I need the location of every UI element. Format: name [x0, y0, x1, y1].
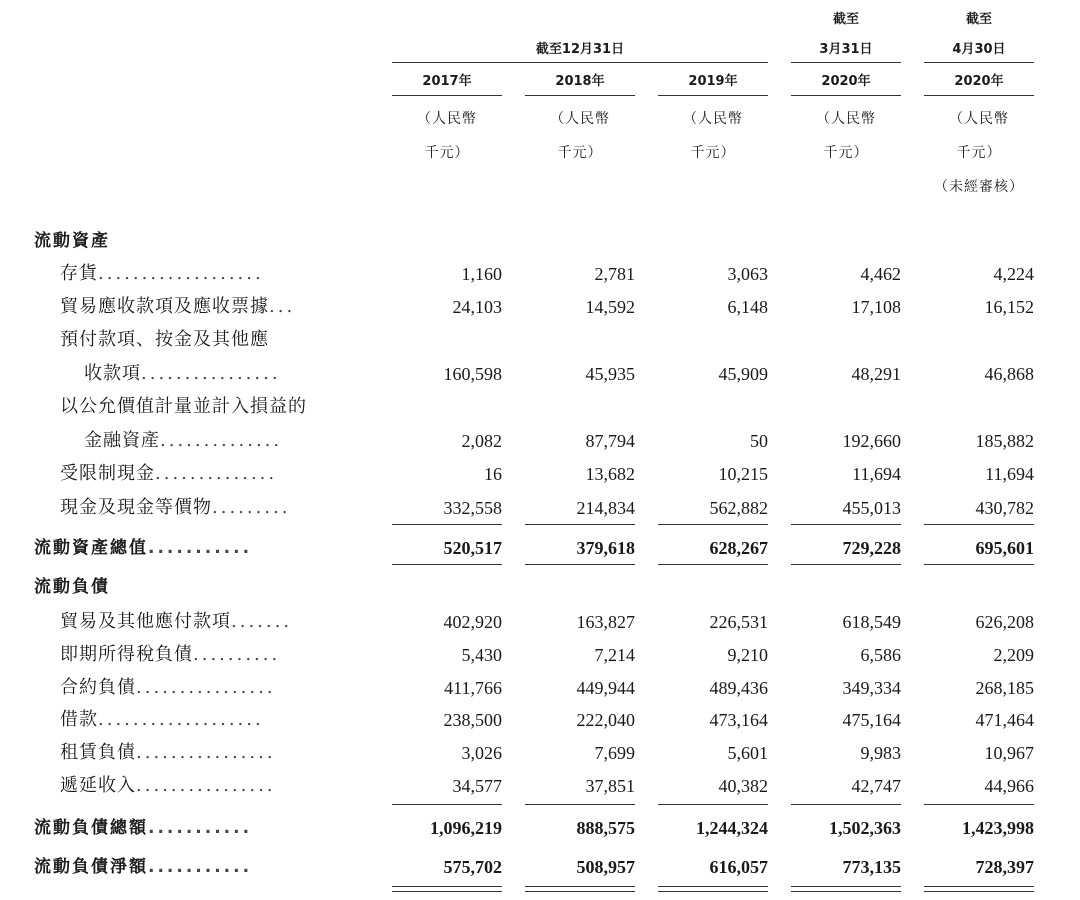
row-value: 4,224 [993, 264, 1034, 284]
row-value: 1,502,363 [829, 818, 901, 838]
unit-unaudited: （未經審核） [934, 179, 1024, 195]
row-value: 185,882 [975, 431, 1034, 451]
table-row [0, 323, 1080, 357]
subtotal-rule [658, 804, 768, 805]
row-label: 流動負債淨額........... [34, 857, 253, 877]
row-value: 40,382 [718, 776, 768, 796]
row-value: 34,577 [452, 776, 502, 796]
row-value: 773,135 [842, 857, 901, 877]
subtotal-rule [924, 804, 1034, 805]
row-value: 17,108 [851, 297, 901, 317]
header-year-rule-0 [392, 95, 502, 96]
row-value: 7,214 [594, 645, 635, 665]
subtotal-rule [924, 524, 1034, 525]
row-value: 6,586 [860, 645, 901, 665]
table-row [0, 736, 1080, 770]
row-label: 現金及現金等價物......... [60, 497, 291, 518]
row-value: 3,026 [461, 743, 502, 763]
header-year-2019: 2019年 [688, 74, 738, 89]
header-col3-rule [791, 62, 901, 63]
unit-line-1: （人民幣 [949, 111, 1009, 127]
table-row [0, 257, 1080, 291]
row-value: 5,430 [461, 645, 502, 665]
row-value: 9,210 [727, 645, 768, 665]
table-row [0, 357, 1080, 391]
row-label: 貿易應收款項及應收票據... [60, 296, 296, 317]
row-value: 1,244,324 [696, 818, 768, 838]
unit-line-2: 千元） [557, 145, 603, 161]
total-rule [525, 564, 635, 565]
double-rule-bottom [658, 891, 768, 892]
unit-line-2: 千元） [823, 145, 869, 161]
total-rule [658, 564, 768, 565]
row-value: 562,882 [709, 498, 768, 518]
table-row [0, 390, 1080, 424]
row-value: 37,851 [585, 776, 635, 796]
table-row [0, 638, 1080, 672]
row-value: 520,517 [443, 538, 502, 558]
row-value: 14,592 [585, 297, 635, 317]
row-value: 2,082 [461, 431, 502, 451]
row-value: 5,601 [727, 743, 768, 763]
header-group-title: 截至12月31日 [535, 42, 625, 57]
double-rule-bottom [525, 891, 635, 892]
header-unit-2017 [392, 102, 502, 170]
row-value: 473,164 [709, 710, 768, 730]
unit-line-2: 千元） [690, 145, 736, 161]
row-value: 411,766 [444, 678, 502, 698]
row-value: 575,702 [443, 857, 502, 877]
row-value: 268,185 [975, 678, 1034, 698]
row-label: 遞延收入................ [60, 775, 276, 796]
row-value: 10,967 [984, 743, 1034, 763]
row-value: 24,103 [452, 297, 502, 317]
header-col4-top-2: 4月30日 [952, 42, 1006, 57]
subtotal-rule [525, 804, 635, 805]
row-value: 11,694 [985, 464, 1034, 484]
table-row [0, 457, 1080, 491]
double-rule-bottom [392, 891, 502, 892]
double-rule-bottom [924, 891, 1034, 892]
row-label: 存貨................... [60, 263, 264, 284]
row-value: 475,164 [842, 710, 901, 730]
header-col4-top-1: 截至 [965, 12, 992, 27]
total-rule [924, 564, 1034, 565]
row-value: 449,944 [576, 678, 635, 698]
total-current-assets-row [0, 531, 1080, 565]
row-value: 7,699 [594, 743, 635, 763]
row-value: 222,040 [576, 710, 635, 730]
row-label: 貿易及其他應付款項....... [60, 611, 293, 632]
row-label: 收款項................ [84, 363, 281, 384]
net-current-liabilities-row [0, 850, 1080, 884]
row-value: 45,909 [718, 364, 768, 384]
unit-line-1: （人民幣 [550, 111, 610, 127]
row-value: 16,152 [984, 297, 1034, 317]
double-rule-top [525, 886, 635, 887]
row-value: 402,920 [443, 612, 502, 632]
row-value: 2,209 [993, 645, 1034, 665]
double-rule-top [791, 886, 901, 887]
unit-line-1: （人民幣 [683, 111, 743, 127]
double-rule-top [924, 886, 1034, 887]
header-col3-top-2: 3月31日 [819, 42, 873, 57]
row-value: 332,558 [443, 498, 502, 518]
row-label: 流動資產總值........... [34, 538, 253, 558]
row-value: 13,682 [585, 464, 635, 484]
header-year-2020-apr: 2020年 [954, 74, 1004, 89]
row-value: 626,208 [975, 612, 1034, 632]
header-col3-top-1: 截至 [832, 12, 859, 27]
table-row [0, 290, 1080, 324]
subtotal-rule [658, 524, 768, 525]
row-value: 508,957 [576, 857, 635, 877]
row-value: 226,531 [709, 612, 768, 632]
table-row [0, 769, 1080, 803]
row-value: 628,267 [709, 538, 768, 558]
row-value: 618,549 [842, 612, 901, 632]
row-value: 50 [750, 431, 768, 451]
row-value: 888,575 [576, 818, 635, 838]
row-value: 42,747 [851, 776, 901, 796]
row-label: 租賃負債................ [60, 742, 276, 763]
row-value: 192,660 [842, 431, 901, 451]
row-value: 1,096,219 [430, 818, 502, 838]
double-rule-bottom [791, 891, 901, 892]
row-label: 預付款項、按金及其他應 [60, 329, 269, 350]
row-label: 金融資產.............. [84, 430, 283, 451]
section-title: 流動資產 [34, 231, 110, 251]
double-rule-top [392, 886, 502, 887]
row-value: 2,781 [594, 264, 635, 284]
row-value: 616,057 [709, 857, 768, 877]
row-value: 214,834 [576, 498, 635, 518]
header-year-rule-4 [924, 95, 1034, 96]
row-value: 728,397 [975, 857, 1034, 877]
section-current-assets [0, 224, 1080, 258]
row-label: 以公允價值計量並計入損益的 [60, 396, 307, 417]
row-value: 238,500 [443, 710, 502, 730]
section-title: 流動負債 [34, 577, 110, 597]
header-year-2020-mar: 2020年 [821, 74, 871, 89]
row-value: 729,228 [842, 538, 901, 558]
header-year-2017: 2017年 [422, 74, 472, 89]
row-value: 1,160 [461, 264, 502, 284]
row-value: 695,601 [975, 538, 1034, 558]
section-current-liabilities [0, 570, 1080, 604]
unit-line-2: 千元） [424, 145, 470, 161]
table-row [0, 605, 1080, 639]
row-value: 379,618 [576, 538, 635, 558]
row-value: 46,868 [984, 364, 1034, 384]
row-label: 合約負債................ [60, 677, 276, 698]
row-value: 455,013 [842, 498, 901, 518]
row-label: 流動負債總額........... [34, 818, 253, 838]
row-value: 430,782 [975, 498, 1034, 518]
row-value: 3,063 [727, 264, 768, 284]
row-label: 即期所得稅負債.......... [60, 644, 281, 665]
row-value: 16 [484, 464, 502, 484]
header-year-rule-1 [525, 95, 635, 96]
table-row [0, 671, 1080, 705]
subtotal-rule [791, 524, 901, 525]
header-unit-2018 [525, 102, 635, 170]
subtotal-rule [392, 804, 502, 805]
row-label: 受限制現金.............. [60, 463, 278, 484]
header-unit-2020-mar [791, 102, 901, 170]
header-year-rule-2 [658, 95, 768, 96]
unit-line-1: （人民幣 [816, 111, 876, 127]
row-value: 1,423,998 [962, 818, 1034, 838]
row-value: 349,334 [842, 678, 901, 698]
total-rule [791, 564, 901, 565]
table-row [0, 491, 1080, 525]
row-value: 160,598 [443, 364, 502, 384]
subtotal-rule [392, 524, 502, 525]
row-value: 44,966 [984, 776, 1034, 796]
subtotal-rule [525, 524, 635, 525]
row-value: 9,983 [860, 743, 901, 763]
unit-line-2: 千元） [956, 145, 1002, 161]
header-year-rule-3 [791, 95, 901, 96]
total-rule [392, 564, 502, 565]
row-value: 11,694 [852, 464, 901, 484]
subtotal-rule [791, 804, 901, 805]
double-rule-top [658, 886, 768, 887]
header-group-rule [392, 62, 768, 63]
row-value: 163,827 [576, 612, 635, 632]
header-year-2018: 2018年 [555, 74, 605, 89]
row-value: 4,462 [860, 264, 901, 284]
total-current-liabilities-row [0, 811, 1080, 845]
unit-line-1: （人民幣 [417, 111, 477, 127]
header-unit-2019 [658, 102, 768, 170]
row-label: 借款................... [60, 709, 264, 730]
table-row [0, 703, 1080, 737]
header-unit-2020-apr [924, 102, 1034, 204]
row-value: 10,215 [718, 464, 768, 484]
row-value: 87,794 [585, 431, 635, 451]
row-value: 489,436 [709, 678, 768, 698]
row-value: 471,464 [975, 710, 1034, 730]
row-value: 48,291 [851, 364, 901, 384]
table-row [0, 424, 1080, 458]
row-value: 6,148 [727, 297, 768, 317]
header-col4-rule [924, 62, 1034, 63]
row-value: 45,935 [585, 364, 635, 384]
